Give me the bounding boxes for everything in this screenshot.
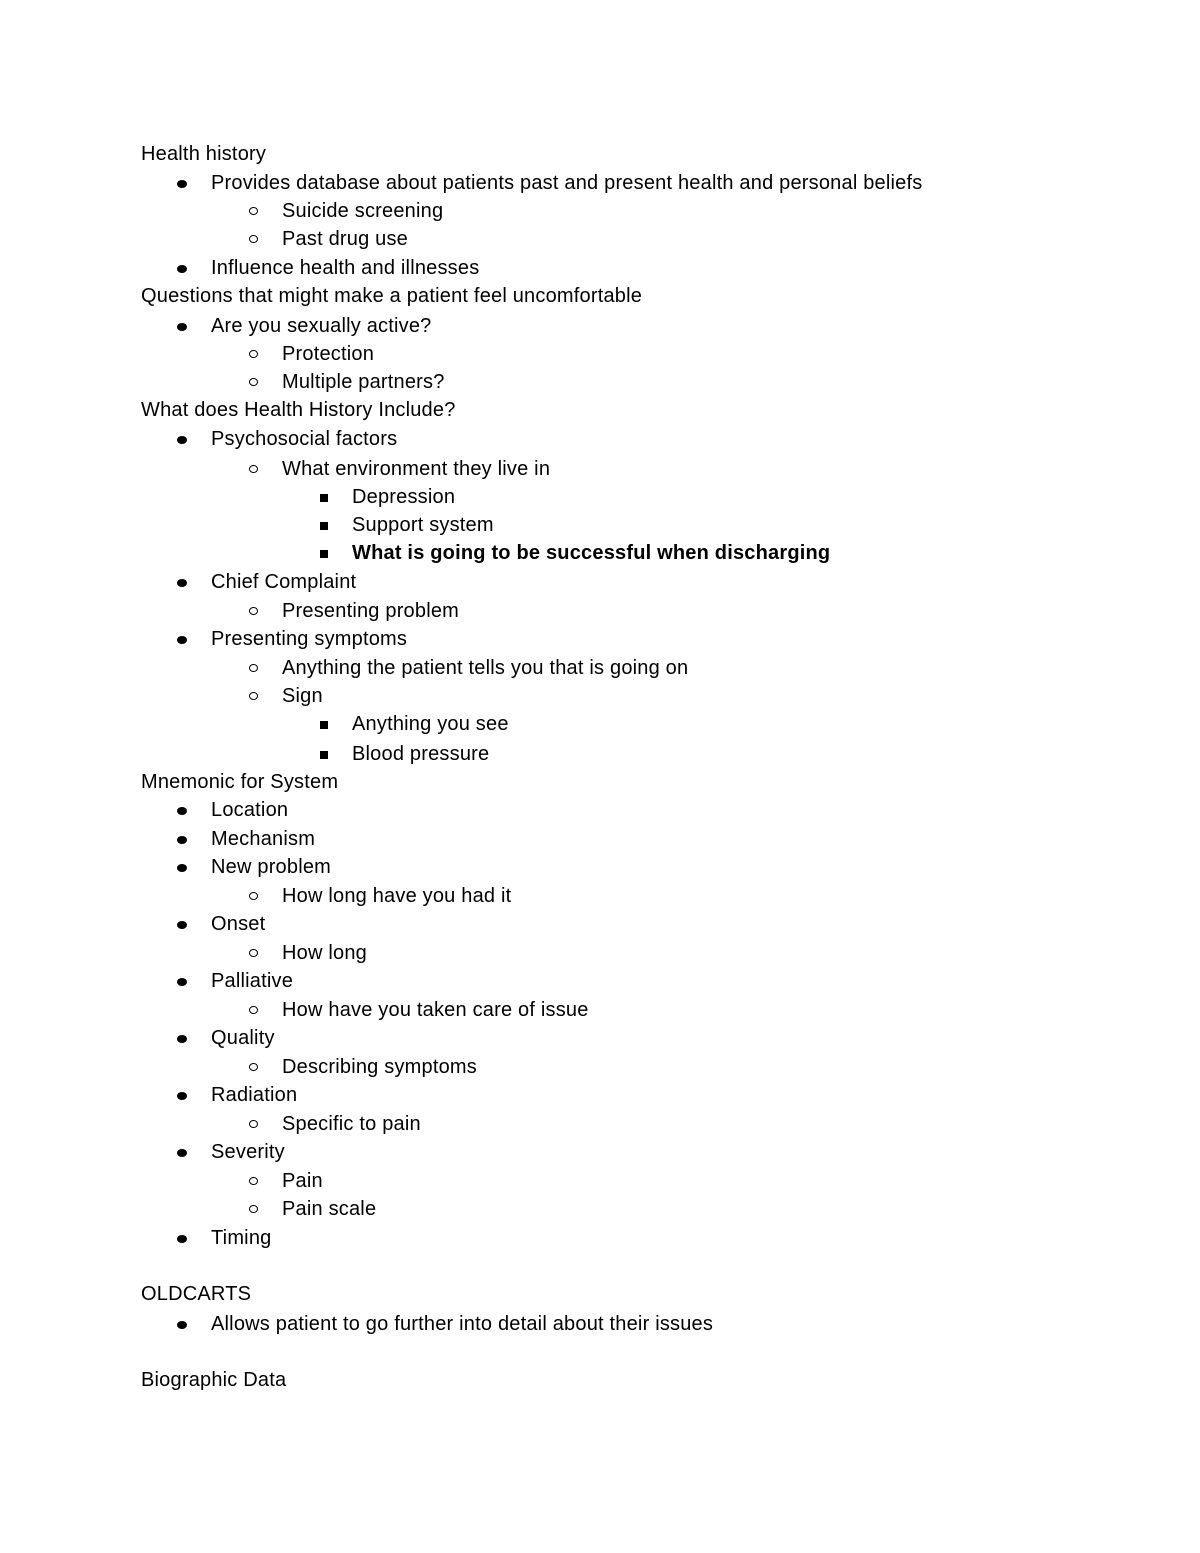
item-text: Presenting symptoms — [211, 628, 408, 650]
bullet-disc-icon — [177, 1149, 187, 1157]
item-text: Multiple partners? — [282, 371, 445, 393]
bullet-disc-icon — [177, 636, 187, 644]
item-text: Sign — [282, 685, 323, 707]
item-text: Quality — [211, 1027, 275, 1049]
bullet-disc-icon — [177, 436, 187, 444]
item-text: Anything the patient tells you that is going on — [282, 657, 689, 679]
item-text: Presenting problem — [282, 600, 460, 622]
item-text: Onset — [211, 913, 266, 935]
bullet-square-icon — [320, 751, 328, 759]
item-text: Anything you see — [352, 713, 509, 735]
item-text: How long have you had it — [282, 885, 512, 907]
item-text: Palliative — [211, 970, 294, 992]
bullet-square-icon — [320, 721, 328, 729]
bullet-circle-icon — [249, 1063, 258, 1071]
bullet-square-icon — [320, 494, 328, 502]
item-text: Timing — [211, 1227, 272, 1249]
item-text: What environment they live in — [282, 458, 551, 480]
heading-text: Questions that might make a patient feel uncomfortable — [141, 285, 643, 307]
bullet-circle-icon — [249, 207, 258, 215]
item-text: Radiation — [211, 1084, 298, 1106]
item-text: How long — [282, 942, 367, 964]
bullet-circle-icon — [249, 1006, 258, 1014]
item-text: Allows patient to go further into detail about their issues — [211, 1313, 714, 1335]
heading-text: Biographic Data — [141, 1369, 287, 1391]
heading-text: Mnemonic for System — [141, 771, 339, 793]
item-text: Past drug use — [282, 228, 409, 250]
bullet-circle-icon — [249, 607, 258, 615]
item-text: Suicide screening — [282, 200, 444, 222]
item-text: Location — [211, 799, 289, 821]
item-text: Describing symptoms — [282, 1056, 477, 1078]
bullet-circle-icon — [249, 378, 258, 386]
bullet-circle-icon — [249, 1205, 258, 1213]
heading-text: What does Health History Include? — [141, 399, 456, 421]
bullet-square-icon — [320, 522, 328, 530]
item-text: Specific to pain — [282, 1113, 421, 1135]
item-text: Provides database about patients past and present health and personal beliefs — [211, 172, 923, 194]
bullet-circle-icon — [249, 892, 258, 900]
item-text: Mechanism — [211, 828, 316, 850]
bullet-circle-icon — [249, 350, 258, 358]
bullet-disc-icon — [177, 978, 187, 986]
bullet-circle-icon — [249, 1120, 258, 1128]
item-text: What is going to be successful when discharging — [352, 542, 831, 564]
item-text: Pain scale — [282, 1198, 377, 1220]
bullet-circle-icon — [249, 465, 258, 473]
bullet-disc-icon — [177, 265, 187, 273]
bullet-disc-icon — [177, 836, 187, 844]
bullet-circle-icon — [249, 692, 258, 700]
item-text: Support system — [352, 514, 494, 536]
bullet-disc-icon — [177, 1321, 187, 1329]
item-text: Protection — [282, 343, 375, 365]
bullet-circle-icon — [249, 1177, 258, 1185]
bullet-disc-icon — [177, 579, 187, 587]
bullet-disc-icon — [177, 864, 187, 872]
item-text: Chief Complaint — [211, 571, 357, 593]
bullet-disc-icon — [177, 921, 187, 929]
item-text: How have you taken care of issue — [282, 999, 589, 1021]
item-text: Influence health and illnesses — [211, 257, 480, 279]
item-text: Depression — [352, 486, 456, 508]
item-text: Severity — [211, 1141, 285, 1163]
item-text: Blood pressure — [352, 743, 490, 765]
bullet-circle-icon — [249, 664, 258, 672]
heading-text: Health history — [141, 143, 267, 165]
bullet-disc-icon — [177, 323, 187, 331]
bullet-disc-icon — [177, 1235, 187, 1243]
item-text: Pain — [282, 1170, 323, 1192]
bullet-circle-icon — [249, 949, 258, 957]
bullet-disc-icon — [177, 1035, 187, 1043]
bullet-disc-icon — [177, 807, 187, 815]
item-text: New problem — [211, 856, 332, 878]
bullet-square-icon — [320, 550, 328, 558]
item-text: Are you sexually active? — [211, 315, 432, 337]
bullet-disc-icon — [177, 1092, 187, 1100]
bullet-circle-icon — [249, 235, 258, 243]
heading-text: OLDCARTS — [141, 1283, 252, 1305]
bullet-disc-icon — [177, 180, 187, 188]
item-text: Psychosocial factors — [211, 428, 398, 450]
